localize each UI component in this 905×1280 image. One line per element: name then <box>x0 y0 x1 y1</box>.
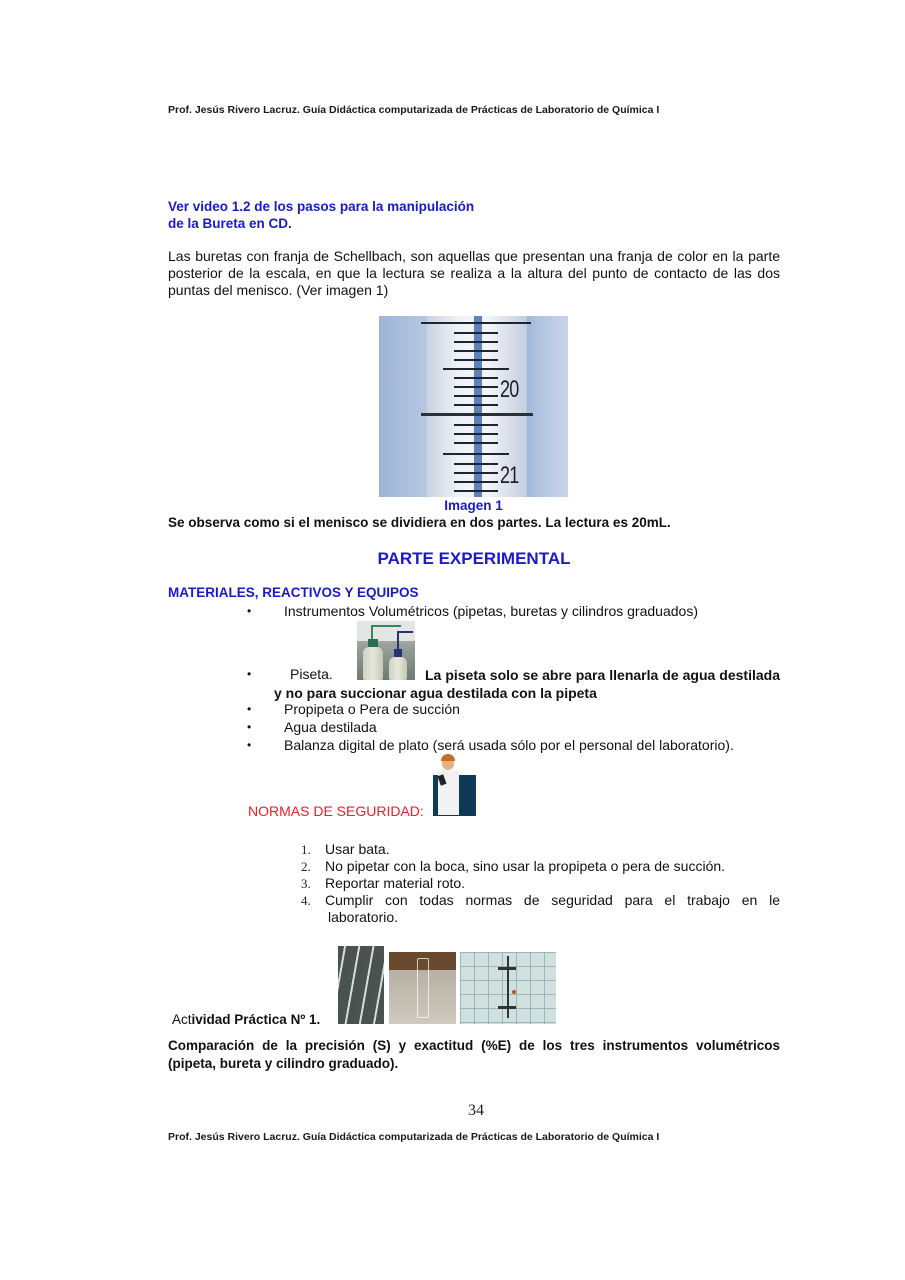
observation-text: Se observa como si el menisco se dividiera en dos partes. La lectura es 20mL. <box>168 515 671 530</box>
buret-stand-photo <box>460 952 556 1024</box>
material-label: Instrumentos Volumétricos (pipetas, buretas y cilindros graduados) <box>284 603 698 619</box>
figure-caption: Imagen 1 <box>444 498 503 513</box>
rule-number: 4. <box>301 893 311 908</box>
material-label: Agua destilada <box>284 719 377 735</box>
rule-number: 2. <box>301 859 311 874</box>
safety-heading: NORMAS DE SEGURIDAD: <box>248 803 424 819</box>
pipettes-photo <box>338 946 384 1024</box>
scale-label-20: 20 <box>500 376 519 403</box>
buret-image <box>379 316 568 497</box>
bullet-icon: • <box>247 720 252 734</box>
page-header: Prof. Jesús Rivero Lacruz. Guía Didáctica computarizada de Prácticas de Laboratorio de Química I <box>168 104 660 116</box>
activity-label-prefix: Act <box>172 1012 192 1027</box>
intro-paragraph: Las buretas con franja de Schellbach, son aquellas que presentan una franja de color en la parte posterior de la escala, en que la lectura se realiza a la altura del punto de contacto de las dos puntas del menisco. (Ver imagen 1) <box>168 248 780 298</box>
doctor-image <box>433 775 476 816</box>
material-label: Propipeta o Pera de succión <box>284 701 460 717</box>
activity-label <box>172 1012 320 1027</box>
rule-text: Cumplir con todas normas de seguridad para el trabajo en le <box>325 892 780 908</box>
bullet-icon: • <box>247 604 252 618</box>
activity-label-rest: ividad Práctica Nº 1. <box>191 1012 321 1027</box>
piseta-note: La piseta solo se abre para llenarla de agua destilada y no para succionar agua destilada con la pipeta <box>274 667 780 701</box>
rule-text-continued: laboratorio. <box>328 909 399 925</box>
material-label: Piseta. <box>290 666 333 682</box>
video-link-line1: Ver video 1.2 de los pasos para la manipulación <box>168 199 475 214</box>
rule-text: Usar bata. <box>325 841 390 857</box>
section-title: PARTE EXPERIMENTAL <box>377 549 571 568</box>
rule-number: 3. <box>301 876 311 891</box>
bullet-icon: • <box>247 738 252 752</box>
bullet-icon: • <box>247 702 252 716</box>
page-number: 34 <box>468 1102 484 1119</box>
rule-text: Reportar material roto. <box>325 875 466 891</box>
video-link-line2: de la Bureta en CD. <box>168 216 292 231</box>
materials-heading: MATERIALES, REACTIVOS Y EQUIPOS <box>168 585 419 600</box>
rule-number: 1. <box>301 842 311 857</box>
video-link[interactable] <box>168 198 474 232</box>
scale-label-21: 21 <box>500 462 519 489</box>
bullet-icon: • <box>247 667 252 681</box>
cylinder-photo <box>389 952 456 1024</box>
page-footer: Prof. Jesús Rivero Lacruz. Guía Didáctica computarizada de Prácticas de Laboratorio de Química I <box>168 1131 660 1143</box>
activity-description: Comparación de la precisión (S) y exactitud (%E) de los tres instrumentos volumétricos (pipeta, bureta y cilindro graduado). <box>168 1038 780 1071</box>
material-label: Balanza digital de plato (será usada sólo por el personal del laboratorio). <box>284 737 734 753</box>
rule-text: No pipetar con la boca, sino usar la propipeta o pera de succión. <box>325 858 726 874</box>
